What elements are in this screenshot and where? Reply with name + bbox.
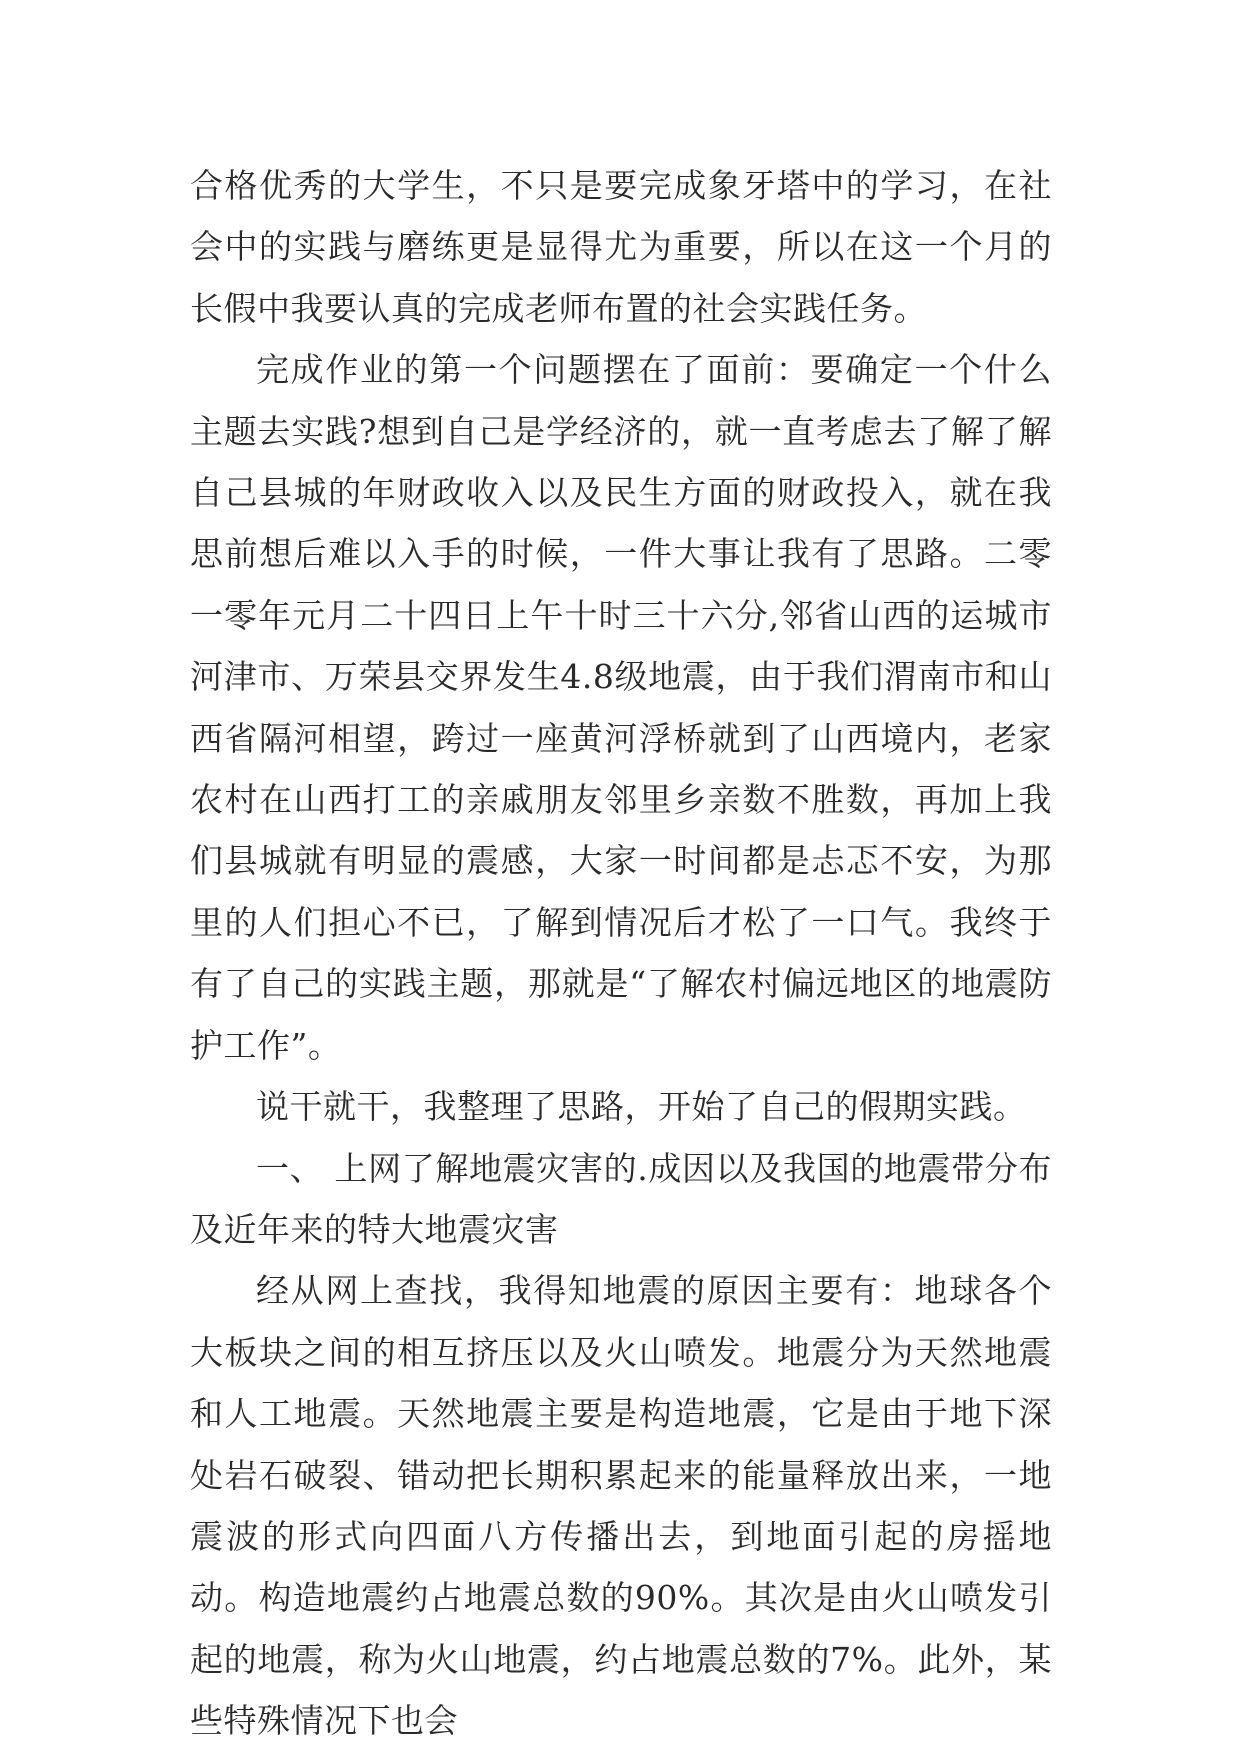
document-body <box>190 155 1052 1752</box>
paragraph-start-practice: 说干就干，我整理了思路，开始了自己的假期实践。 <box>256 1087 1027 1127</box>
paragraph-intro: 合格优秀的大学生，不只是要完成象牙塔中的学习，在社会中的实践与磨练更是显得尤为重要，所以在这一个月的长假中我要认真的完成老师布置的社会实践任务。 <box>190 166 1052 328</box>
paragraph-topic-selection: 完成作业的第一个问题摆在了面前：要确定一个什么主题去实践?想到自己是学经济的，就一直考虑去了解了解自己县城的年财政收入以及民生方面的财政投入，就在我思前想后难以入手的时候，一件大事让我有了思路。二零一零年元月二十四日上午十时三十六分,邻省山西的运城市河津市、万荣县交界发生4.8级地震，由于我们渭南市和山西省隔河相望，跨过一座黄河浮桥就到了山西境内，老家农村在山西打工的亲戚朋友邻里乡亲数不胜数，再加上我们县城就有明显的震感，大家一时间都是忐忑不安，为那里的人们担心不已，了解到情况后才松了一口气。我终于有了自己的实践主题，那就是“了解农村偏远地区的地震防护工作”。 <box>190 350 1052 1065</box>
section-heading-1: 一、 上网了解地震灾害的.成因以及我国的地震带分布及近年来的特大地震灾害 <box>190 1148 1052 1249</box>
paragraph-earthquake-causes: 经从网上查找，我得知地震的原因主要有：地球各个大板块之间的相互挤压以及火山喷发。地震分为天然地震和人工地震。天然地震主要是构造地震，它是由于地下深处岩石破裂、错动把长期积累起来的能量释放出来，一地震波的形式向四面八方传播出去，到地面引起的房摇地动。构造地震约占地震总数的90%。其次是由火山喷发引起的地震，称为火山地震，约占地震总数的7%。此外，某些特殊情况下也会 <box>190 1271 1052 1741</box>
